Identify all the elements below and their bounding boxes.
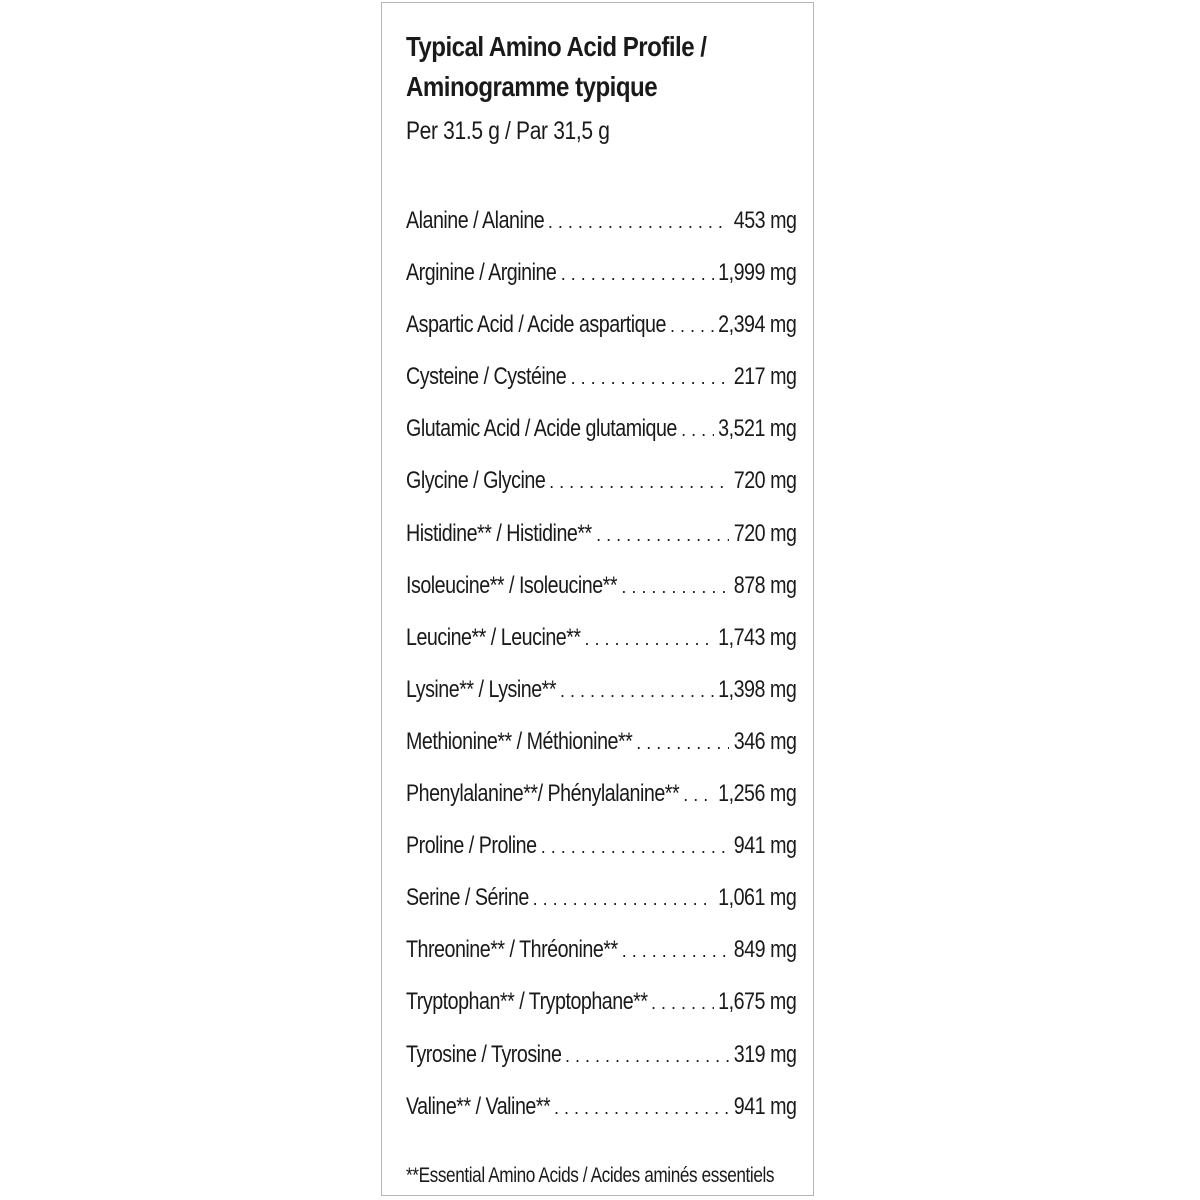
amino-acid-row [406, 411, 796, 463]
amino-acid-row [406, 776, 796, 828]
amino-acid-row-inner [406, 828, 796, 865]
amino-acid-row [406, 828, 796, 880]
amino-acid-amount: 319 mg [733, 1040, 796, 1068]
amino-acid-name: Arginine / Arginine [406, 259, 557, 287]
amino-acid-row-inner [406, 359, 796, 396]
dot-leader [549, 464, 729, 500]
panel-content [406, 27, 796, 1187]
amino-acid-row-inner [406, 984, 796, 1021]
amino-acid-row [406, 568, 796, 620]
amino-acid-row-inner [406, 255, 796, 292]
amino-acid-amount: 1,743 mg [717, 623, 796, 651]
dot-leader [636, 725, 729, 761]
dot-leader [561, 256, 714, 292]
amino-acid-amount: 878 mg [733, 571, 796, 599]
amino-acid-row-inner [406, 672, 796, 709]
amino-acid-row-inner [406, 1037, 796, 1074]
title-line-1: Typical Amino Acid Profile / [406, 31, 707, 62]
dot-leader [670, 308, 714, 344]
amino-acid-amount: 941 mg [733, 1092, 796, 1120]
amino-acid-row [406, 516, 796, 568]
amino-acid-amount: 1,061 mg [717, 884, 796, 912]
title-line-2: Aminogramme typique [406, 71, 658, 102]
amino-acid-row [406, 255, 796, 307]
amino-acid-amount: 720 mg [733, 467, 796, 495]
amino-acid-name: Glutamic Acid / Acide glutamique [406, 415, 677, 443]
amino-acid-row [406, 359, 796, 411]
amino-acid-name: Histidine** / Histidine** [406, 519, 592, 547]
amino-acid-name: Glycine / Glycine [406, 467, 546, 495]
amino-acid-amount: 1,675 mg [717, 988, 796, 1016]
amino-acid-row [406, 932, 796, 984]
amino-acid-name: Alanine / Alanine [406, 207, 545, 234]
amino-acid-row [406, 672, 796, 724]
amino-acid-row [406, 880, 796, 932]
amino-acid-row-inner [406, 776, 796, 813]
amino-acid-row-inner [406, 620, 796, 657]
amino-acid-name: Valine** / Valine** [406, 1092, 551, 1120]
dot-leader [622, 933, 729, 969]
amino-acid-amount: 849 mg [733, 936, 796, 964]
amino-acid-row-inner [406, 724, 796, 761]
amino-acid-row [406, 724, 796, 776]
amino-acid-row-inner [406, 880, 796, 917]
amino-acid-amount: 453 mg [733, 207, 796, 234]
amino-acid-row [406, 307, 796, 359]
amino-acid-row-inner [406, 1089, 796, 1126]
amino-acid-name: Phenylalanine**/ Phénylalanine** [406, 780, 680, 808]
amino-acid-row-inner [406, 516, 796, 553]
amino-acid-amount: 941 mg [733, 832, 796, 860]
amino-acid-name: Leucine** / Leucine** [406, 623, 581, 651]
amino-acid-name: Isoleucine** / Isoleucine** [406, 571, 617, 599]
amino-acid-row [406, 1089, 796, 1141]
amino-acid-row-inner [406, 463, 796, 500]
amino-acid-name: Serine / Sérine [406, 884, 529, 912]
amino-acid-name: Methionine** / Méthionine** [406, 727, 633, 755]
footnote: **Essential Amino Acids / Acides aminés essentiels [406, 1164, 775, 1187]
dot-leader [621, 569, 729, 605]
amino-acid-amount: 2,394 mg [717, 311, 796, 339]
amino-acid-amount: 3,521 mg [717, 415, 796, 443]
amino-acid-row [406, 463, 796, 515]
dot-leader [571, 360, 729, 396]
dot-leader [548, 204, 729, 240]
amino-acid-row-inner [406, 932, 796, 969]
dot-leader [596, 517, 729, 553]
amino-acid-amount: 720 mg [733, 519, 796, 547]
dot-leader [651, 985, 714, 1021]
amino-acid-name: Cysteine / Cystéine [406, 363, 567, 391]
dot-leader [681, 412, 713, 448]
amino-acid-amount: 217 mg [733, 363, 796, 391]
amino-acid-name: Tryptophan** / Tryptophane** [406, 988, 648, 1016]
amino-acid-row-inner [406, 307, 796, 344]
amino-acid-row [406, 1037, 796, 1089]
amino-acid-name: Lysine** / Lysine** [406, 675, 557, 703]
amino-acid-list [406, 203, 796, 1141]
dot-leader [683, 777, 713, 813]
amino-acid-profile-panel [381, 2, 814, 1196]
dot-leader [560, 673, 714, 709]
amino-acid-row [406, 203, 796, 255]
amino-acid-amount: 1,256 mg [717, 780, 796, 808]
amino-acid-row [406, 984, 796, 1036]
amino-acid-row-inner [406, 568, 796, 605]
dot-leader [541, 829, 729, 865]
amino-acid-name: Threonine** / Thréonine** [406, 936, 618, 964]
amino-acid-row-inner [406, 203, 796, 240]
amino-acid-amount: 1,398 mg [717, 675, 796, 703]
dot-leader [554, 1090, 729, 1126]
amino-acid-row-inner [406, 411, 796, 448]
amino-acid-name: Proline / Proline [406, 832, 537, 860]
dot-leader [533, 881, 714, 917]
amino-acid-name: Tyrosine / Tyrosine [406, 1040, 562, 1068]
amino-acid-amount: 346 mg [733, 727, 796, 755]
dot-leader [565, 1038, 729, 1074]
amino-acid-row [406, 620, 796, 672]
amino-acid-name: Aspartic Acid / Acide aspartique [406, 311, 666, 339]
serving-size: Per 31.5 g / Par 31,5 g [406, 117, 610, 145]
dot-leader [585, 621, 714, 657]
amino-acid-amount: 1,999 mg [717, 259, 796, 287]
